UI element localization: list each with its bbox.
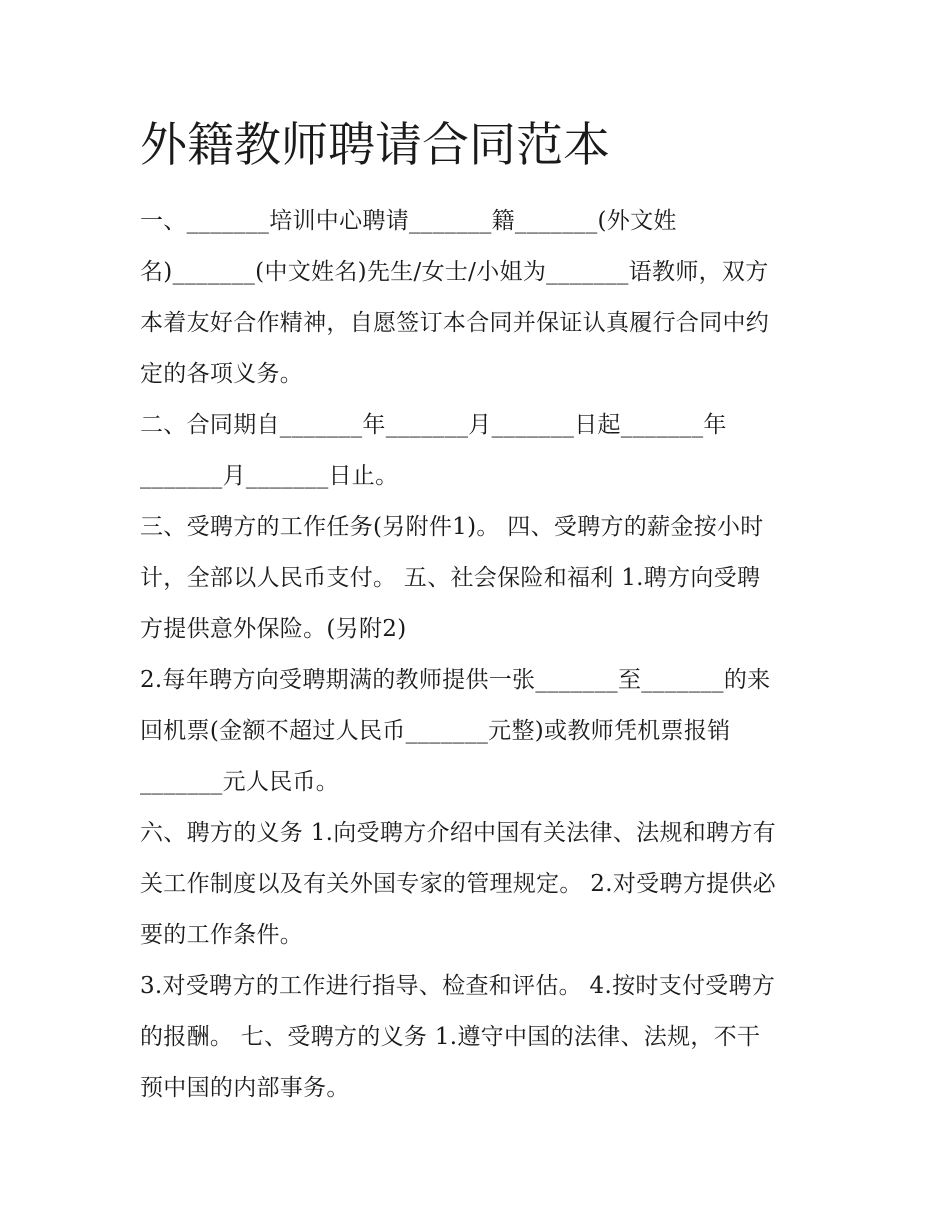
text-line: 2.每年聘方向受聘期满的教师提供一张_______至_______的来 (140, 667, 771, 693)
text-line: 三、受聘方的工作任务(另附件1)。 四、受聘方的薪金按小时 (140, 514, 764, 540)
paragraph-2-contract-period (140, 400, 812, 502)
text-line: _______月_______日止。 (140, 463, 399, 489)
text-line: 计，全部以人民币支付。 五、社会保险和福利 1.聘方向受聘 (140, 565, 761, 591)
paragraph-6-employee-obligations (140, 961, 812, 1114)
text-line: 回机票(金额不超过人民币_______元整)或教师凭机票报销 (140, 718, 731, 744)
text-line: 方提供意外保险。(另附2) (140, 616, 407, 642)
text-line: 定的各项义务。 (140, 361, 304, 387)
text-line: 关工作制度以及有关外国专家的管理规定。 2.对受聘方提供必 (140, 871, 776, 897)
paragraph-3-duties-salary-insurance (140, 502, 812, 655)
text-line: 六、聘方的义务 1.向受聘方介绍中国有关法律、法规和聘方有 (140, 820, 776, 846)
text-line: 要的工作条件。 (140, 922, 304, 948)
text-line: 3.对受聘方的工作进行指导、检查和评估。 4.按时支付受聘方 (140, 973, 776, 999)
document-title: 外籍教师聘请合同范本 (140, 118, 610, 173)
paragraph-5-employer-obligations (140, 808, 812, 961)
text-line: 预中国的内部事务。 (140, 1075, 350, 1101)
text-line: 名)_______(中文姓名)先生/女士/小姐为_______语教师，双方 (140, 259, 769, 285)
paragraph-4-air-ticket (140, 655, 812, 808)
text-line: 本着友好合作精神，自愿签订本合同并保证认真履行合同中约 (140, 310, 770, 336)
text-line: 的报酬。 七、受聘方的义务 1.遵守中国的法律、法规，不干 (140, 1024, 761, 1050)
paragraph-1-parties (140, 196, 812, 400)
text-line: 一、_______培训中心聘请_______籍_______(外文姓 (140, 208, 677, 234)
text-line: 二、合同期自_______年_______月_______日起_______年 (140, 412, 727, 438)
text-line: _______元人民币。 (140, 769, 340, 795)
document-body (140, 196, 812, 1114)
